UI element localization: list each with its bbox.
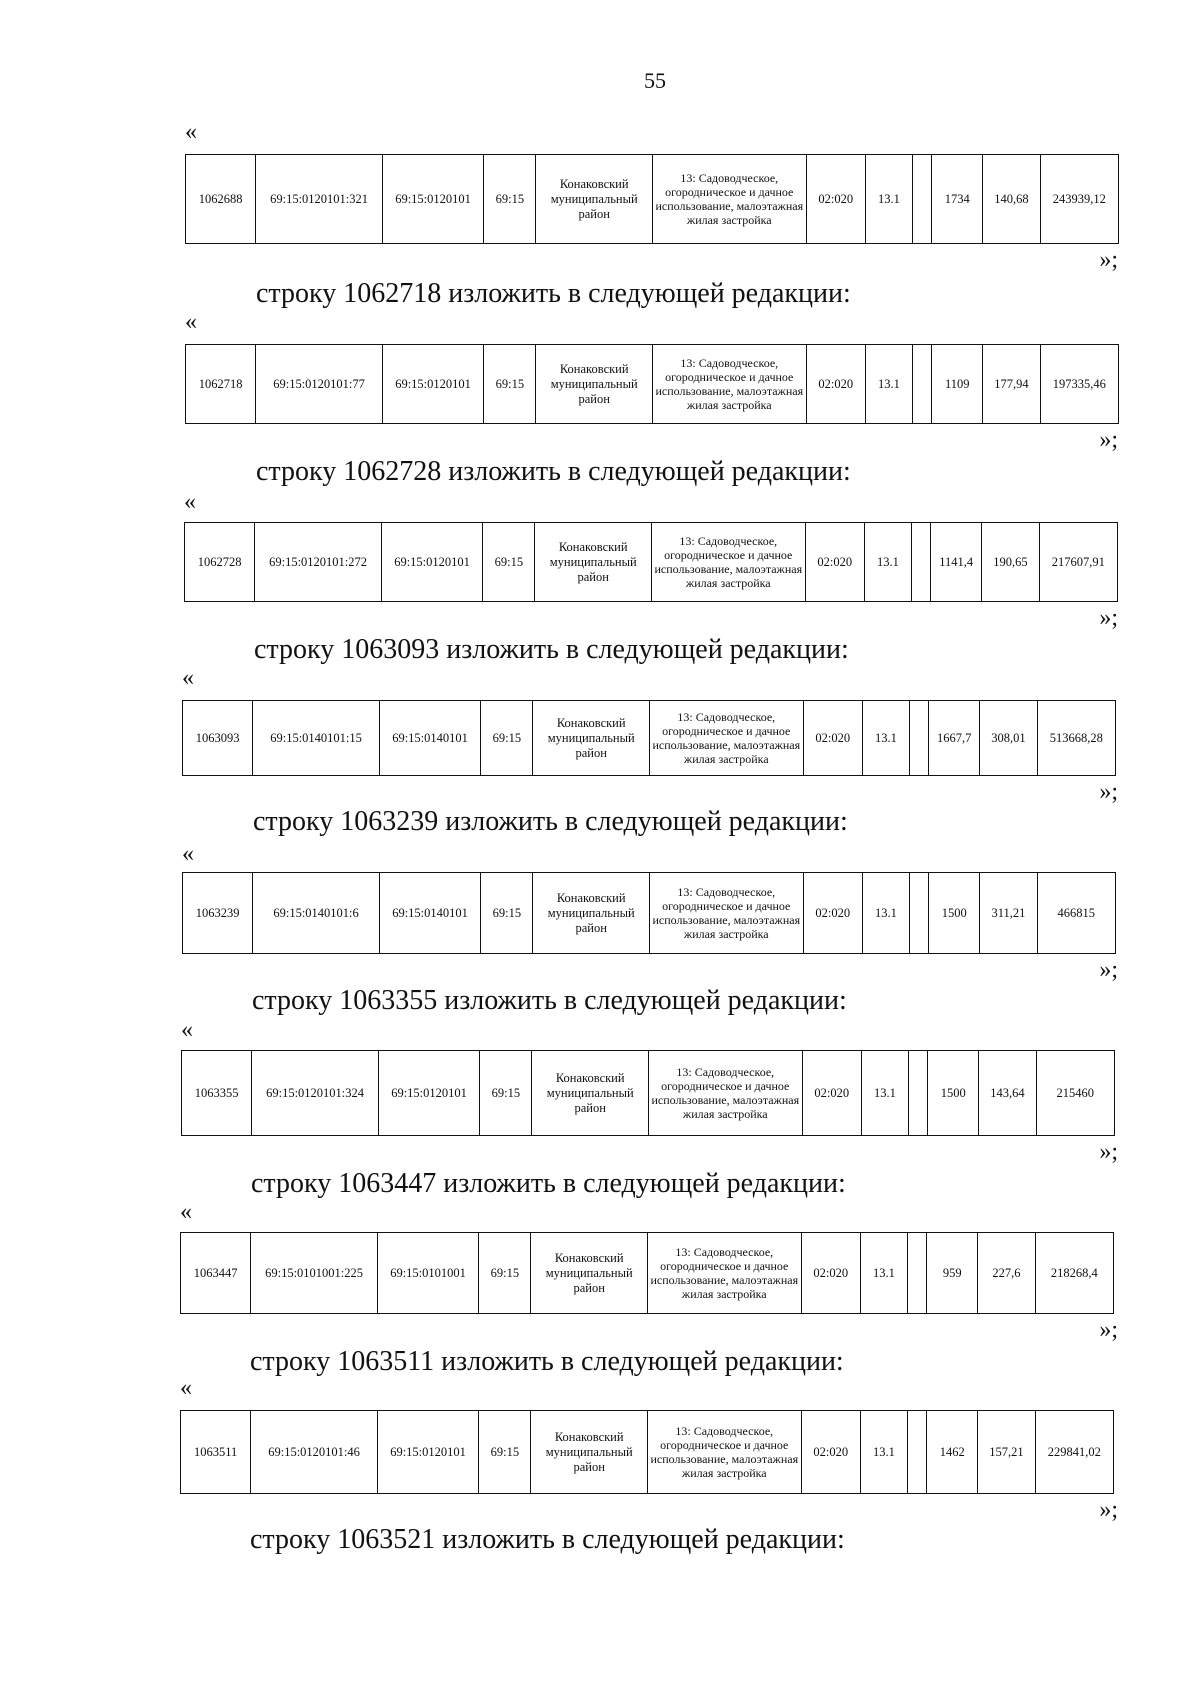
land-use-cell: 13: Садоводческое, огородническое и дачное использование, малоэтажная жилая застройка [649,873,803,954]
cadastral-number-cell: 69:15:0120101:321 [256,155,383,244]
district-code-cell: 69:15 [479,1233,531,1314]
cadastral-quarter-cell: 69:15:0120101 [377,1411,478,1494]
cadastral-quarter-cell: 69:15:0140101 [379,701,480,776]
area-cell: 1734 [932,155,983,244]
cadastral-quarter-cell: 69:15:0120101 [378,1051,479,1136]
open-quote: « [181,1017,193,1043]
cadastral-number-cell: 69:15:0120101:324 [252,1051,379,1136]
page-number: 55 [644,68,666,93]
cadastral-number-cell: 69:15:0101001:225 [251,1233,378,1314]
municipality-cell: Конаковский муниципальный район [531,1233,647,1314]
instruction-text: строку 1063355 изложить в следующей редакции: [252,985,847,1016]
instruction-text: строку 1063239 изложить в следующей редакции: [253,806,848,837]
empty-cell [909,1051,928,1136]
group-cell: 13.1 [860,1411,907,1494]
group-cell: 13.1 [862,701,909,776]
cadastral-quarter-cell: 69:15:0120101 [382,345,483,424]
land-use-cell: 13: Садоводческое, огородническое и дачное использование, малоэтажная жилая застройка [651,523,805,602]
amendment-table [182,700,1116,776]
land-use-cell: 13: Садоводческое, огородническое и дачное использование, малоэтажная жилая застройка [652,345,806,424]
municipality-cell: Конаковский муниципальный район [535,523,651,602]
instruction-text: строку 1063521 изложить в следующей редакции: [250,1524,845,1555]
district-code-cell: 69:15 [484,155,536,244]
municipality-cell: Конаковский муниципальный район [533,701,649,776]
district-code-cell: 69:15 [483,523,535,602]
empty-cell [910,873,929,954]
open-quote: « [182,665,194,691]
upks-cell: 308,01 [980,701,1037,776]
district-code-cell: 69:15 [479,1411,531,1494]
instruction-text: строку 1063447 изложить в следующей редакции: [251,1168,846,1199]
close-quote: »; [1099,427,1118,453]
code-cell: 02:020 [802,1051,861,1136]
upks-cell: 311,21 [980,873,1037,954]
area-cell: 1462 [927,1411,978,1494]
code-cell: 02:020 [803,873,862,954]
table-row [186,345,1119,424]
cadastral-value-cell: 215460 [1036,1051,1114,1136]
cadastral-number-cell: 69:15:0140101:6 [253,873,380,954]
empty-cell [913,345,932,424]
district-code-cell: 69:15 [481,701,533,776]
upks-cell: 140,68 [983,155,1040,244]
open-quote: « [180,1375,192,1401]
code-cell: 02:020 [805,523,864,602]
code-cell: 02:020 [801,1233,860,1314]
group-cell: 13.1 [860,1233,907,1314]
empty-cell [910,701,929,776]
instruction-text: строку 1062718 изложить в следующей редакции: [256,278,851,309]
cadastral-value-cell: 217607,91 [1039,523,1117,602]
close-quote: »; [1099,1139,1118,1165]
municipality-cell: Конаковский муниципальный район [531,1411,647,1494]
row-id-cell: 1063511 [181,1411,251,1494]
cadastral-number-cell: 69:15:0120101:272 [255,523,382,602]
amendment-table [182,872,1116,954]
row-id-cell: 1063355 [182,1051,252,1136]
area-cell: 1109 [932,345,983,424]
upks-cell: 143,64 [979,1051,1036,1136]
empty-cell [912,523,931,602]
instruction-text: строку 1063511 изложить в следующей редакции: [250,1346,844,1377]
cadastral-quarter-cell: 69:15:0101001 [377,1233,478,1314]
cadastral-value-cell: 229841,02 [1035,1411,1113,1494]
area-cell: 959 [927,1233,978,1314]
upks-cell: 227,6 [978,1233,1035,1314]
amendment-table [181,1050,1115,1136]
district-code-cell: 69:15 [481,873,533,954]
group-cell: 13.1 [864,523,911,602]
table-row [182,1051,1115,1136]
table-row [183,873,1116,954]
upks-cell: 177,94 [983,345,1040,424]
close-quote: »; [1099,605,1118,631]
empty-cell [908,1411,927,1494]
row-id-cell: 1062728 [185,523,255,602]
open-quote: « [185,119,197,145]
table-row [181,1233,1114,1314]
land-use-cell: 13: Садоводческое, огородническое и дачное использование, малоэтажная жилая застройка [648,1051,802,1136]
open-quote: « [180,1199,192,1225]
instruction-text: строку 1062728 изложить в следующей редакции: [256,456,851,487]
empty-cell [913,155,932,244]
cadastral-value-cell: 513668,28 [1037,701,1115,776]
close-quote: »; [1099,779,1118,805]
group-cell: 13.1 [861,1051,908,1136]
cadastral-number-cell: 69:15:0120101:46 [251,1411,378,1494]
empty-cell [908,1233,927,1314]
open-quote: « [184,489,196,515]
code-cell: 02:020 [801,1411,860,1494]
cadastral-value-cell: 466815 [1037,873,1115,954]
area-cell: 1500 [929,873,980,954]
code-cell: 02:020 [806,345,865,424]
close-quote: »; [1099,1317,1118,1343]
cadastral-value-cell: 197335,46 [1040,345,1118,424]
amendment-table [184,522,1118,602]
district-code-cell: 69:15 [480,1051,532,1136]
amendment-table [185,154,1119,244]
amendment-table [185,344,1119,424]
upks-cell: 190,65 [982,523,1039,602]
instruction-text: строку 1063093 изложить в следующей редакции: [254,634,849,665]
open-quote: « [182,841,194,867]
area-cell: 1500 [928,1051,979,1136]
group-cell: 13.1 [865,345,912,424]
municipality-cell: Конаковский муниципальный район [532,1051,648,1136]
table-row [183,701,1116,776]
close-quote: »; [1099,957,1118,983]
close-quote: »; [1099,247,1118,273]
row-id-cell: 1063093 [183,701,253,776]
row-id-cell: 1062718 [186,345,256,424]
amendment-table [180,1410,1114,1494]
municipality-cell: Конаковский муниципальный район [536,345,652,424]
cadastral-quarter-cell: 69:15:0120101 [382,155,483,244]
cadastral-quarter-cell: 69:15:0120101 [381,523,482,602]
upks-cell: 157,21 [978,1411,1035,1494]
land-use-cell: 13: Садоводческое, огородническое и дачное использование, малоэтажная жилая застройка [652,155,806,244]
land-use-cell: 13: Садоводческое, огородническое и дачное использование, малоэтажная жилая застройка [649,701,803,776]
table-row [186,155,1119,244]
table-row [185,523,1118,602]
close-quote: »; [1099,1497,1118,1523]
land-use-cell: 13: Садоводческое, огородническое и дачное использование, малоэтажная жилая застройка [647,1411,801,1494]
cadastral-quarter-cell: 69:15:0140101 [379,873,480,954]
code-cell: 02:020 [806,155,865,244]
area-cell: 1667,7 [929,701,980,776]
table-row [181,1411,1114,1494]
cadastral-value-cell: 218268,4 [1035,1233,1113,1314]
municipality-cell: Конаковский муниципальный район [533,873,649,954]
row-id-cell: 1063239 [183,873,253,954]
area-cell: 1141,4 [931,523,982,602]
district-code-cell: 69:15 [484,345,536,424]
row-id-cell: 1063447 [181,1233,251,1314]
group-cell: 13.1 [862,873,909,954]
cadastral-value-cell: 243939,12 [1040,155,1118,244]
land-use-cell: 13: Садоводческое, огородническое и дачное использование, малоэтажная жилая застройка [647,1233,801,1314]
group-cell: 13.1 [865,155,912,244]
open-quote: « [185,309,197,335]
row-id-cell: 1062688 [186,155,256,244]
cadastral-number-cell: 69:15:0120101:77 [256,345,383,424]
municipality-cell: Конаковский муниципальный район [536,155,652,244]
code-cell: 02:020 [803,701,862,776]
cadastral-number-cell: 69:15:0140101:15 [253,701,380,776]
amendment-table [180,1232,1114,1314]
